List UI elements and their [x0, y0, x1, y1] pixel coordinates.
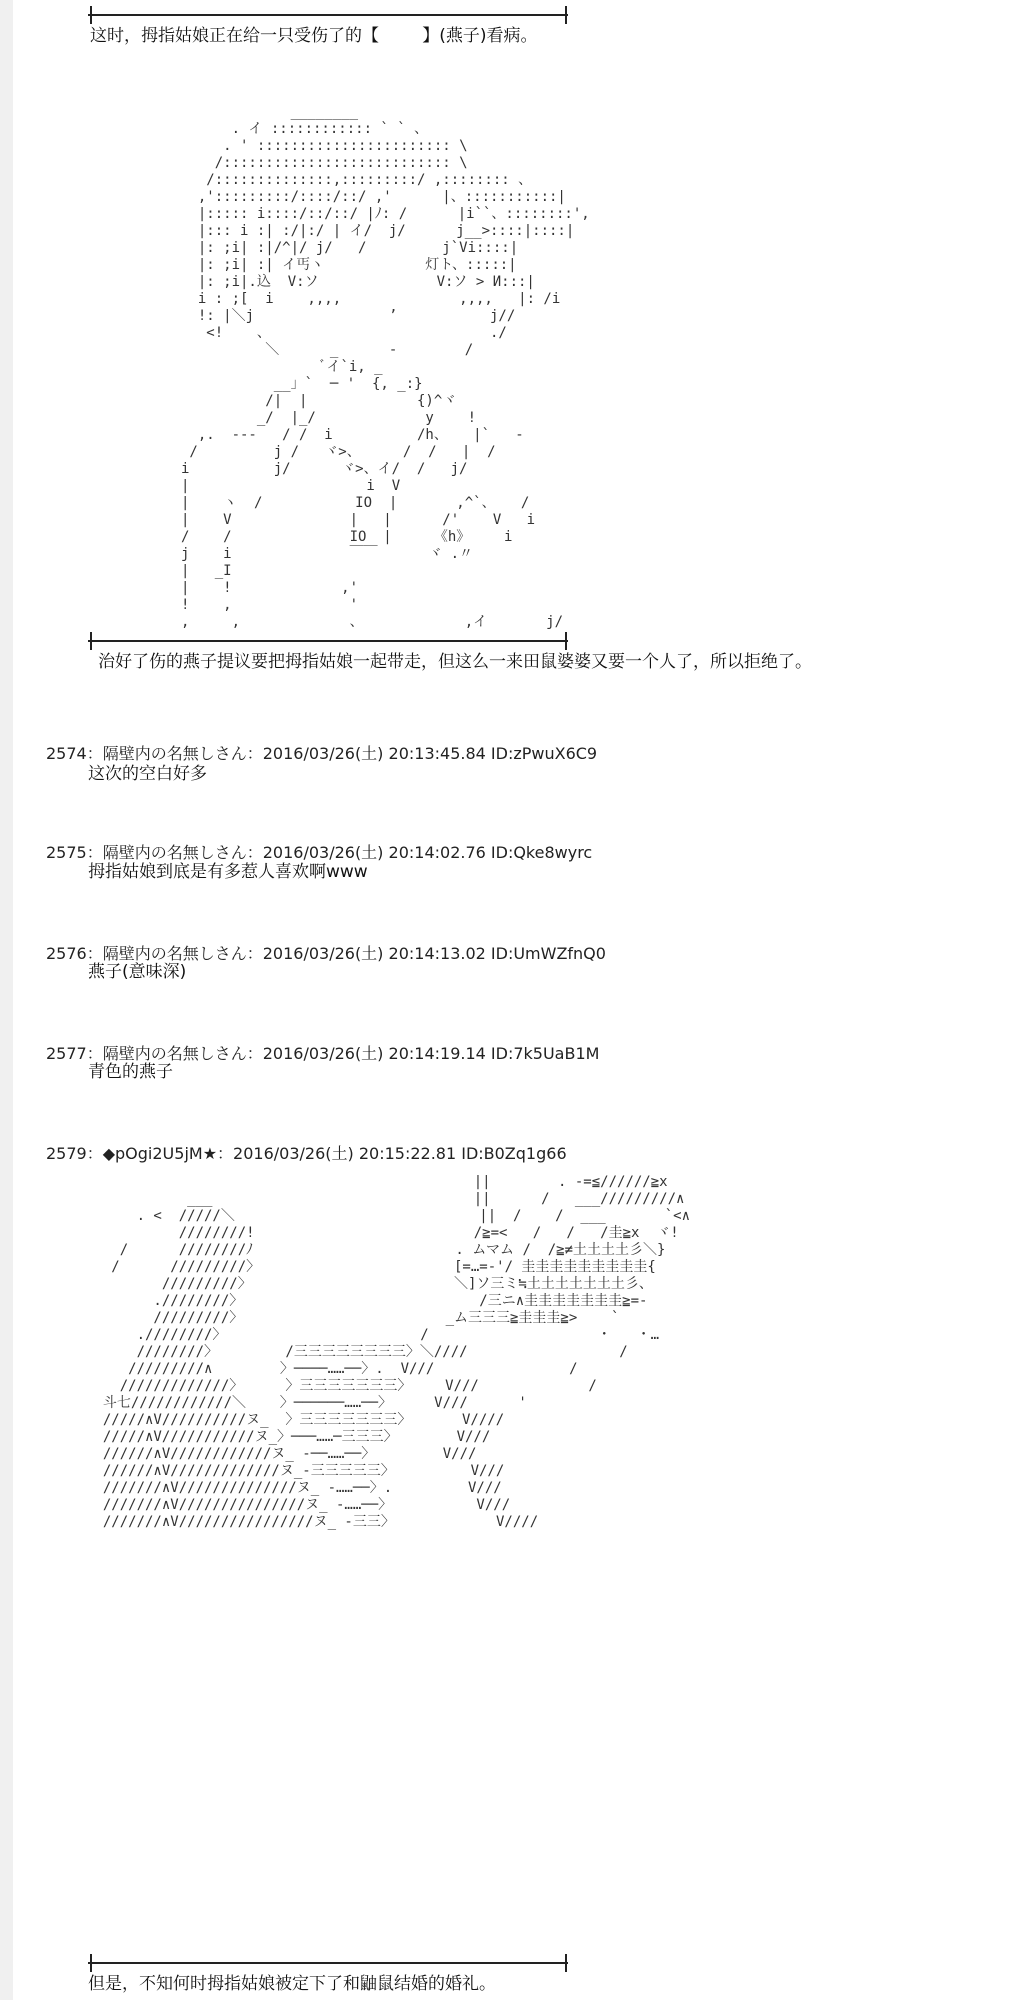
post-header: 2576：隔壁内の名無しさん：2016/03/26(土) 20:14:13.02 ID:UmWZfnQ0: [46, 944, 606, 963]
art-line: |: ;i|.込 V:ソ V:ソ > И:::|: [122, 274, 535, 290]
panel-1-bottom-rule-left-cap: [90, 632, 92, 650]
art-line: |: ;i| :| イ丐ヽ 灯ト、:::::|: [122, 257, 517, 273]
art-line: !: |＼j ’ j//: [122, 308, 516, 324]
art-line: | _I: [122, 563, 232, 579]
art-line: <! 、 ./: [122, 325, 507, 341]
panel-1-top-rule-left-cap: [90, 6, 92, 24]
art-line: .////////〉 / ・ ・…: [86, 1327, 660, 1343]
art-line: /////////////〉 〉三三三三三三三〉 V/// /: [86, 1378, 597, 1394]
art-line: |::: i :| :/|:/ | イ/ j/ j__>::::|::::|: [122, 223, 575, 239]
art-line: | ヽ / IO | ,^`、 /: [122, 495, 530, 511]
art-line: . < /////＼ || / / ___ `<∧: [86, 1208, 691, 1224]
art-line: || . -=≦//////≧x: [86, 1174, 668, 1190]
art-line: /| | {)^ヾ: [122, 393, 457, 409]
art-line: /::::::::::::::::::::::::::: \: [122, 155, 468, 171]
post-header: 2574：隔壁内の名無しさん：2016/03/26(土) 20:13:45.84 ID:zPwuX6C9: [46, 744, 598, 763]
art-line: /::::::::::::::,:::::::::/ ,:::::::: 、: [122, 172, 533, 188]
left-gutter: [0, 0, 13, 2000]
post-body: 青色的燕子: [88, 1062, 173, 1082]
panel-1-ascii-art: [122, 104, 590, 631]
art-line: / / IO | 《h》 i: [122, 529, 513, 545]
art-line: /////////∧ 〉────……──〉. V/// /: [86, 1361, 578, 1377]
art-line: | ! ,': [122, 580, 359, 596]
panel-2-bottom-rule-left-cap: [90, 1954, 92, 1972]
art-line: //////∧V/////////////ヌ_-三三三三三〉 V///: [86, 1463, 505, 1479]
art-line: ___ || / ___/////////∧: [86, 1191, 685, 1207]
art-line: _/ |_/ y !: [122, 410, 477, 426]
art-line: ////////! /≧=< / / /圭≧x ヾ!: [86, 1225, 679, 1241]
art-line: / j / ヾ>、 / / | /: [122, 444, 496, 460]
art-line: i j/ ヾ>、イ/ / j/: [122, 461, 468, 477]
post-body: 拇指姑娘到底是有多惹人喜欢啊www: [88, 862, 368, 882]
panel-1-bottom-rule-right-cap: [565, 632, 567, 650]
art-line: ///////∧V////////////////ヌ_ -三三〉 V////: [86, 1514, 539, 1530]
art-line: ________: [122, 104, 359, 120]
art-line: /////////〉 _ム三三三≧圭圭圭≧> `: [86, 1310, 620, 1326]
art-line: /////∧V//////////ヌ_ 〉三三三三三三三〉 V////: [86, 1412, 505, 1428]
art-line: i : ;[ i ,,,, ,,,, |: /i: [122, 291, 561, 307]
post-body: 燕子(意味深): [88, 962, 187, 982]
panel-2-bottom-rule-right-cap: [565, 1954, 567, 1972]
art-line: , , 、 ,イ j/: [122, 614, 564, 630]
post-header: 2579：◆pOgi2U5jM★：2016/03/26(土) 20:15:22.81 ID:B0Zq1g66: [46, 1144, 567, 1163]
art-line: ,':::::::::/::::/::/ ,' |、:::::::::::|: [122, 189, 566, 205]
panel-2-bottom-rule: [88, 1962, 568, 1964]
panel-1-caption-top: 这时，拇指姑娘正在给一只受伤了的【 】(燕子)看病。: [90, 26, 538, 46]
panel-1-bottom-rule: [88, 640, 568, 642]
art-line: | V | | /' V i: [122, 512, 536, 528]
art-line: ＼ _ - /: [122, 342, 474, 358]
art-line: ,. --- / / i /h、 |` -: [122, 427, 524, 443]
art-line: __」` ─ ' {, _:}: [122, 376, 423, 392]
art-line: ///////∧V///////////////ヌ_ -……──〉 V///: [86, 1497, 511, 1513]
art-line: . ' ::::::::::::::::::::::: \: [122, 138, 468, 154]
art-line: .////////〉 /三ニ∧圭圭圭圭圭圭圭≧=‐: [86, 1293, 648, 1309]
panel-1-top-rule-right-cap: [565, 6, 567, 24]
art-line: ////////〉 /三三三三三三三三〉＼//// /: [86, 1344, 628, 1360]
panel-1-caption-bottom: 治好了伤的燕子提议要把拇指姑娘一起带走，但这么一来田鼠婆婆又要一个人了，所以拒绝了。: [98, 652, 812, 672]
art-line: |: ;i| :|/^|/ j/ / j`Vi::::|: [122, 240, 519, 256]
panel-2-ascii-art: [86, 1174, 690, 1531]
art-line: /////∧V///////////ヌ_〉───……─三三三〉 V///: [86, 1429, 491, 1445]
post-body: 这次的空白好多: [88, 764, 207, 784]
art-line: //////∧V////////////ヌ_ -──……──〉 V///: [86, 1446, 477, 1462]
post-header: 2575：隔壁内の名無しさん：2016/03/26(土) 20:14:02.76 ID:Qke8wyrc: [46, 843, 593, 862]
art-line: . イ :::::::::::: ` ` 、: [122, 121, 429, 137]
art-line: / ////////ﾉ . ムマム / /≧≠土土土土彡＼}: [86, 1242, 666, 1258]
art-line: ///////∧V//////////////ヌ_ -……──〉. V///: [86, 1480, 502, 1496]
art-line: / /////////〉 [=…=‐'/ 圭圭圭圭圭圭圭圭圭{: [86, 1259, 656, 1275]
art-line: ! , ': [122, 597, 359, 613]
post-header: 2577：隔壁内の名無しさん：2016/03/26(土) 20:14:19.14 ID:7k5UaB1M: [46, 1044, 600, 1063]
art-line: ﾞイ`i, _: [122, 359, 383, 375]
art-line: | i V: [122, 478, 401, 494]
art-line: 斗七////////////＼ 〉──────……──〉 V/// ': [86, 1395, 527, 1411]
art-line: |::::: i::::/::/::/ |ﾉ: / |i``、::::::::',: [122, 206, 590, 222]
panel-1-top-rule: [88, 14, 568, 16]
art-line: /////////〉 ＼]ソ三ミ≒土土土土土土土彡、: [86, 1276, 653, 1292]
art-line: j i ￣￣ ヾ .〃: [122, 546, 474, 562]
panel-2-caption-bottom: 但是，不知何时拇指姑娘被定下了和鼬鼠结婚的婚礼。: [88, 1974, 496, 1994]
